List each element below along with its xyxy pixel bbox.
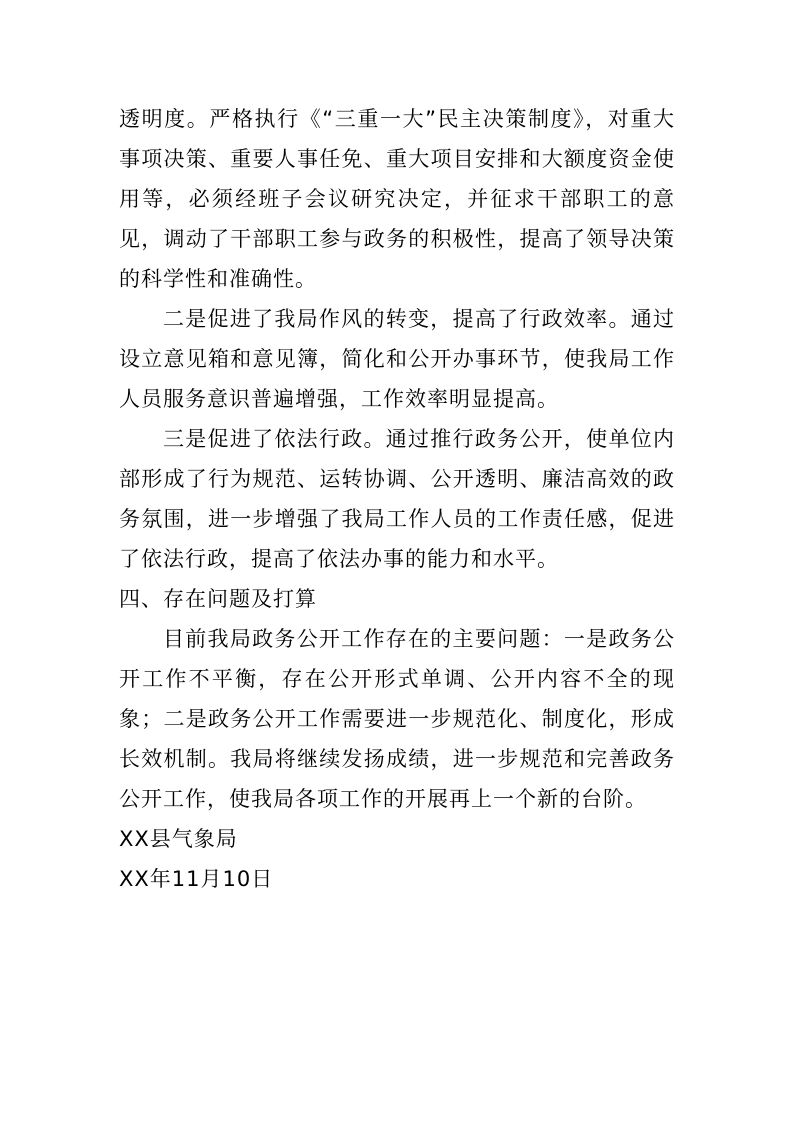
signature-organization: XX县气象局 [119,827,238,851]
paragraph-transparency: 透明度。严格执行《“三重一大”民主决策制度》，对重大事项决策、重要人事任免、重大项目安排和大额度资金使用等，必须经班子会议研究决定，并征求干部职工的意见，调动了干部职工参与政务的积极性，提高了领导决策的科学性和准确性。 [119,107,675,291]
paragraph-rule-of-law: 三是促进了依法行政。通过推行政务公开，使单位内部形成了行为规范、运转协调、公开透明、廉洁高效的政务氛围，进一步增强了我局工作人员的工作责任感，促进了依法行政，提高了依法办事的能力和水平。 [119,427,675,571]
document-body [119,99,675,899]
paragraph-work-style: 二是促进了我局作风的转变，提高了行政效率。通过设立意见箱和意见簿，简化和公开办事环节，使我局工作人员服务意识普遍增强，工作效率明显提高。 [119,307,675,411]
paragraph-problems-plans: 目前我局政务公开工作存在的主要问题：一是政务公开工作不平衡，存在公开形式单调、公开内容不全的现象；二是政务公开工作需要进一步规范化、制度化，形成长效机制。我局将继续发扬成绩，进一步规范和完善政务公开工作，使我局各项工作的开展再上一个新的台阶。 [119,627,675,811]
section-heading: 四、存在问题及打算 [119,587,317,611]
signature-date: XX年11月10日 [119,867,274,891]
